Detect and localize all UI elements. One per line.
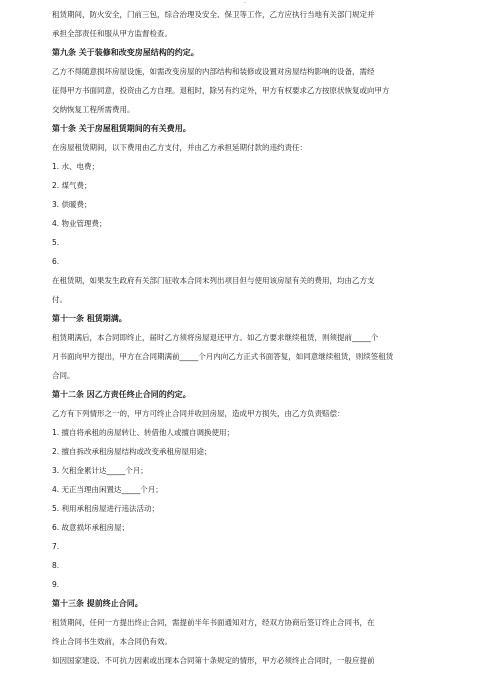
paragraph-line: 租赁期间，防火安全，门前三包，综合治理及安全、保卫等工作，乙方应执行当地有关部门规定并 [52, 10, 375, 19]
article-9-heading: 第九条 关于装修和改变房屋结构的约定。 [52, 48, 199, 57]
article-12-heading: 第十二条 因乙方责任终止合同的约定。 [52, 390, 191, 399]
paragraph-line: 终止合同书生效前，本合同仍有效。 [52, 637, 172, 646]
contract-text [52, 10, 464, 675]
list-item: 5. 利用承租房屋进行违法活动； [52, 504, 160, 513]
paragraph-line: 付。 [52, 295, 67, 304]
list-item: 2. 擅自拆改承租房屋结构或改变承租房屋用途； [52, 447, 212, 456]
list-item: 3. 供暖费； [52, 200, 92, 209]
list-item: 9. [52, 580, 60, 589]
list-item: 2. 煤气费； [52, 181, 92, 190]
list-item: 6. 故意损坏承租房屋； [52, 523, 130, 532]
list-item: 4. 无正当理由闲置达_____个月； [52, 485, 163, 494]
paragraph-line: 在房屋租赁期间，以下费用由乙方支付，并由乙方承担延期付款的违约责任： [52, 143, 307, 152]
paragraph-line: 征得甲方书面同意，投资由乙方自理。退租时，除另有约定外，甲方有权要求乙方按原状恢复或向甲方 [52, 86, 390, 95]
paragraph-line: 租赁期满后，本合同即终止，届时乙方须将房屋退还甲方。如乙方要求继续租赁，则须提前_____个 [52, 333, 379, 342]
paragraph-line: 租赁期间，任何一方提出终止合同，需提前半年书面通知对方，经双方协商后签订终止合同书，在 [52, 618, 375, 627]
list-item: 8. [52, 561, 60, 570]
list-item: 4. 物业管理费； [52, 219, 107, 228]
paragraph-line: 在租赁期，如果发生政府有关部门征收本合同未列出项目但与使用该房屋有关的费用，均由乙方支 [52, 276, 375, 285]
article-13-heading: 第十三条 提前终止合同。 [52, 599, 143, 608]
paragraph-line: 月书面向甲方提出，甲方在合同期满前_____个月内向乙方正式书面答复，如同意继续租赁，则续签租赁 [52, 352, 394, 361]
list-item: 6. [52, 257, 60, 266]
paragraph-line: 承担全部责任和服从甲方监督检查。 [52, 29, 172, 38]
article-11-heading: 第十一条 租赁期满。 [52, 314, 127, 323]
page-top-mark: · [244, 0, 246, 7]
list-item: 5. [52, 238, 60, 247]
paragraph-line: 交纳恢复工程所需费用。 [52, 105, 135, 114]
article-10-heading: 第十条 关于房屋租赁期间的有关费用。 [52, 124, 191, 133]
paragraph-line: 乙方有下列情形之一的，甲方可终止合同并收回房屋，造成甲方损失，由乙方负责赔偿： [52, 409, 345, 418]
paragraph-line: 如因国家建设、不可抗力因素或出现本合同第十条规定的情形，甲方必须终止合同时，一般应提前 [52, 656, 375, 665]
list-item: 1. 水、电费； [52, 162, 100, 171]
list-item: 1. 擅自将承租的房屋转让、转借他人或擅自调换使用； [52, 428, 235, 437]
paragraph-line: 乙方不得随意损坏房屋设施，如需改变房屋的内部结构和装修或设置对房屋结构影响的设备，需经 [52, 67, 375, 76]
list-item: 7. [52, 542, 60, 551]
list-item: 3. 欠租金累计达_____个月； [52, 466, 148, 475]
paragraph-line: 合同。 [52, 371, 75, 380]
